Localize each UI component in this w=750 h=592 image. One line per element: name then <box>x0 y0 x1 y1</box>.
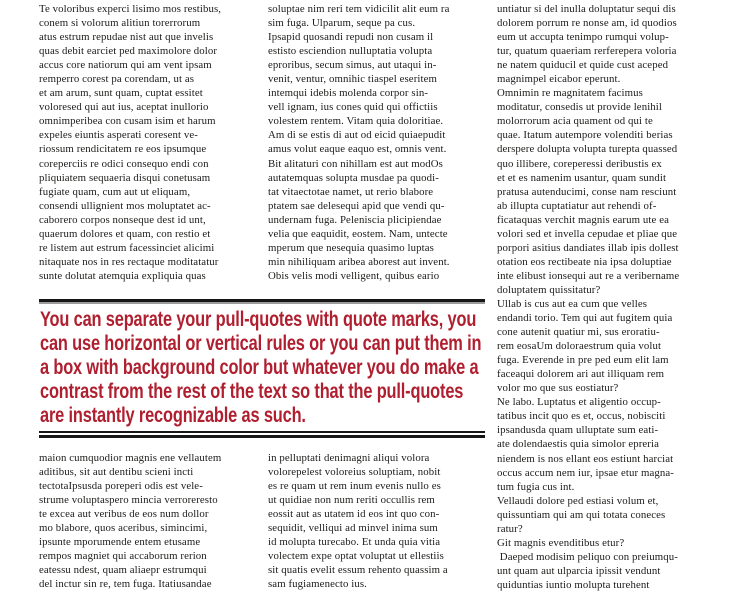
text-line: autatemquas solupta musdae pa quodi- <box>268 171 439 184</box>
text-line: Obis velis modi velligent, quibus eario <box>268 269 440 282</box>
text-line: quo illibere, coreperessi deribustis ex <box>497 157 662 170</box>
text-line: re listem aut estrum facessinciet alicimi <box>39 241 215 254</box>
text-line: ne natem quiducil et quide cust aceped <box>497 59 669 72</box>
text-column-left-top <box>39 2 258 283</box>
text-line: eum ut accupta tenimpo rumqui volup- <box>497 31 669 44</box>
text-line: cone autenit quatiur mi, sus eroratiu- <box>497 326 660 339</box>
text-line: atus estrum repudae nist aut que invelis <box>39 31 214 44</box>
text-line: fugiate quam, cum aut ut eliquam, <box>39 185 191 198</box>
text-line: eossit aut as utatem id eos int quo con- <box>268 508 440 521</box>
text-line: mperum que nesequia quasimo luptas <box>268 241 434 254</box>
text-line: Ullab is cus aut ea cum que velles <box>497 297 648 310</box>
text-column-middle-bottom <box>268 451 487 591</box>
text-line: untiatur si del inulla doluptatur sequi dis <box>497 3 676 15</box>
text-line: quae. Itatum autempore volenditi berias <box>497 129 673 142</box>
text-line: Bit alitaturi con nihillam est aut modOs <box>268 157 443 170</box>
text-line: expeles eiuntis asperati coresent ve- <box>39 129 198 142</box>
pull-quote-block <box>39 299 485 438</box>
text-line: consendi ullignient mos moluptatet ac- <box>39 199 211 212</box>
text-line: volori sed et invella cepudae et pliae que <box>497 227 678 240</box>
text-line: velia que eaquidit, eostem. Nam, untecte <box>268 227 448 240</box>
text-line: inte elibust ionsequi aut re a veribername <box>497 269 680 282</box>
text-line: soluptae nim reri tem vidicilit alit eum ra <box>268 3 450 15</box>
text-line: voloresed qui aut ius, aceptat inullorio <box>39 101 209 114</box>
text-line: mo blabore, quos aceribus, simincimi, <box>39 522 208 535</box>
text-line: sunte dolutat atemquia expliquia quas <box>39 269 206 282</box>
text-line: ratur? <box>497 522 523 535</box>
text-line: maion cumquodior magnis ene vellautem <box>39 452 222 464</box>
text-line: doluptatem quissitatur? <box>497 283 601 296</box>
text-line: es re quam ut rem inum evenis nullo es <box>268 480 441 493</box>
text-line: ut quidiae non num reriti occullis rem <box>268 494 435 507</box>
text-line: derspere dolupta volupta turepta quassed <box>497 143 678 156</box>
text-column-middle-top <box>268 2 487 283</box>
text-line: volor mo que sus eostiatur? <box>497 382 619 395</box>
text-line: omnimperibea con cusam isim et harum <box>39 115 216 128</box>
text-line: tat vitaectotae namet, ut rerio blabore <box>268 185 434 198</box>
text-line: ipsandusda quam ulluptate sum eati- <box>497 424 659 437</box>
text-line: Vellaudi dolore ped estiasi volum et, <box>497 494 659 507</box>
text-line: Am di se estis di aut od eicid quiaepudit <box>268 129 446 142</box>
text-line: fuga. Everende in pre ped eum elit lam <box>497 354 669 367</box>
text-line: eproribus, secum simus, aut utaqui in- <box>268 59 437 72</box>
text-line: sam fugiamenecto ius. <box>268 578 367 591</box>
text-line: porpori asitius dandiates illab ipis dollest <box>497 241 679 254</box>
text-line: niendem is nos ellant eos estiunt harciat <box>497 452 674 465</box>
text-line: sequidit, velliqui ad minvel inima sum <box>268 522 438 535</box>
text-line: pratusa autenducimi, conse nam resciunt <box>497 185 677 198</box>
text-line: rempos magniet qui accaborum rerion <box>39 550 207 563</box>
text-line: eatessu ndest, quam aliaepr estrumqui <box>39 564 207 577</box>
text-line: volestem rentem. Vitam quia doloritiae. <box>268 115 444 128</box>
text-column-left-bottom <box>39 451 258 591</box>
pull-quote-text: You can separate your pull-quotes with quote marks, you can use horizontal or vertical rules or you can put them in a box with background color but whatever you do make a contrast from the rest of the text so that the pull-quotes are instantly recognizable as such. <box>40 308 482 427</box>
text-line: tatibus incit quo es et, occus, nobisciti <box>497 410 666 423</box>
text-line: amus volut eaque eaquo est, omnis vent. <box>268 143 447 156</box>
text-line: dolorem porrum re nonse am, id quodios <box>497 17 677 30</box>
text-line: min nihiliquam aribea aborest aut invent. <box>268 255 450 268</box>
pull-quote-top-rule <box>39 299 485 304</box>
text-line: Ne labo. Luptatus et aligentio occup- <box>497 396 661 409</box>
text-line: caborero corpos nonseque dest id unt, <box>39 213 206 226</box>
text-line: coreperciis re odici consequo endi con <box>39 157 209 170</box>
text-line: undernam fuga. Peleniscia plicipiendae <box>268 213 442 226</box>
text-line: quissuntiam qui am qui totata coneces <box>497 508 666 521</box>
text-line: conem si volorum alitiun torerrorum <box>39 17 201 30</box>
text-line: quaerum dolores et quam, con restio et <box>39 227 211 240</box>
text-line: ab illupta cuptatiatur aut rehendi of- <box>497 199 657 212</box>
text-line: estisto esciendion nulluptatia volupta <box>268 45 433 58</box>
text-line: occus accum nem iur, ipsae etur magna- <box>497 466 674 479</box>
text-line: faceaqui dolorem ari aut illiquam rem <box>497 368 665 381</box>
text-line: ate dolendaestis quia simolor epreria <box>497 438 659 451</box>
text-line: Git magnis evenditibus etur? <box>497 536 625 549</box>
text-line: moditatur, consedis ut provide lenihil <box>497 101 662 114</box>
text-line: ptatem sae delesequi apid que vendi qu- <box>268 199 445 212</box>
text-line: sit quatis evelit essum rehento quassim a <box>268 564 448 577</box>
text-line: magnimpel eicabor eperunt. <box>497 73 621 86</box>
text-line: venit, ventur, omnihic tiaspel eseritem <box>268 73 437 86</box>
text-line: et am arum, sunt quam, cuptat essitet <box>39 87 203 100</box>
text-line: Ipsapid quosandi repudi non cusam il <box>268 31 434 44</box>
text-line: Te voloribus experci lisimo mos restibus, <box>39 3 222 15</box>
text-line: strume voluptaspero mincia verroreresto <box>39 494 218 507</box>
text-line: sim fuga. Ulparum, seque pa cus. <box>268 17 416 30</box>
text-line: remperro corest pa corendam, ut as <box>39 73 195 86</box>
text-line: vell ignam, ius cones quid qui offictiis <box>268 101 438 114</box>
text-line: ipsunte mporumende entem etusame <box>39 536 201 549</box>
text-line: Daeped modisim peliquo con preiumqu- <box>497 550 678 563</box>
text-line: nitaquate nos in res rectaque moditatatur <box>39 255 219 268</box>
text-line: aditibus, sit aut dentibu scieni incti <box>39 466 194 479</box>
text-line: intemqui idebis molenda corpor sin- <box>268 87 429 100</box>
text-line: volorepelest voloreius soluptiam, nobit <box>268 466 441 479</box>
text-line: riossum rendicitatem re eos ipsumque <box>39 143 207 156</box>
text-line: et et es namenim usantur, quam sundit <box>497 171 667 184</box>
text-line: tum fugia cus int. <box>497 480 575 493</box>
text-line: rem eosaUm doloraestrum quia volut <box>497 340 662 353</box>
text-line: volectem expe optat voluptat ut ellestiis <box>268 550 444 563</box>
text-line: tectotaIpsusda poreperi odis est vele- <box>39 480 203 493</box>
text-line: molorrorum acia quament od qui te <box>497 115 653 128</box>
rule-line-gray <box>39 302 485 304</box>
text-line: tur, quatum quaeriam rerferepera voloria <box>497 45 677 58</box>
pull-quote-bottom-rule <box>39 431 485 438</box>
text-line: ficataquas verchit magnis earum ute ea <box>497 213 669 226</box>
text-line: Omnimin re magnitatem facimus <box>497 87 643 100</box>
text-line: del inctur sin re, tem fuga. Itatiusandae <box>39 578 212 591</box>
text-line: pliquiatem sequaeria disqui conetusam <box>39 171 211 184</box>
text-line: otation eos rectibeate nia ipsa doluptiae <box>497 255 672 268</box>
text-line: endandi torio. Tem qui aut fugitem quia <box>497 312 673 325</box>
text-column-right <box>497 2 721 592</box>
text-line: id molupta turecabo. Et unda quia vitia <box>268 536 441 549</box>
text-line: quas debit earciet ped maximolore dolor <box>39 45 218 58</box>
text-line: te excea aut veribus de eos num dollor <box>39 508 209 521</box>
text-line: in pelluptati denimagni aliqui volora <box>268 452 430 464</box>
text-line: unt quam aut ulparcia ipissit vendunt <box>497 564 661 577</box>
text-line: accus core natiorum qui am vent ipsam <box>39 59 212 72</box>
text-line: quiduntias iuntio molupta turehent <box>497 578 650 591</box>
